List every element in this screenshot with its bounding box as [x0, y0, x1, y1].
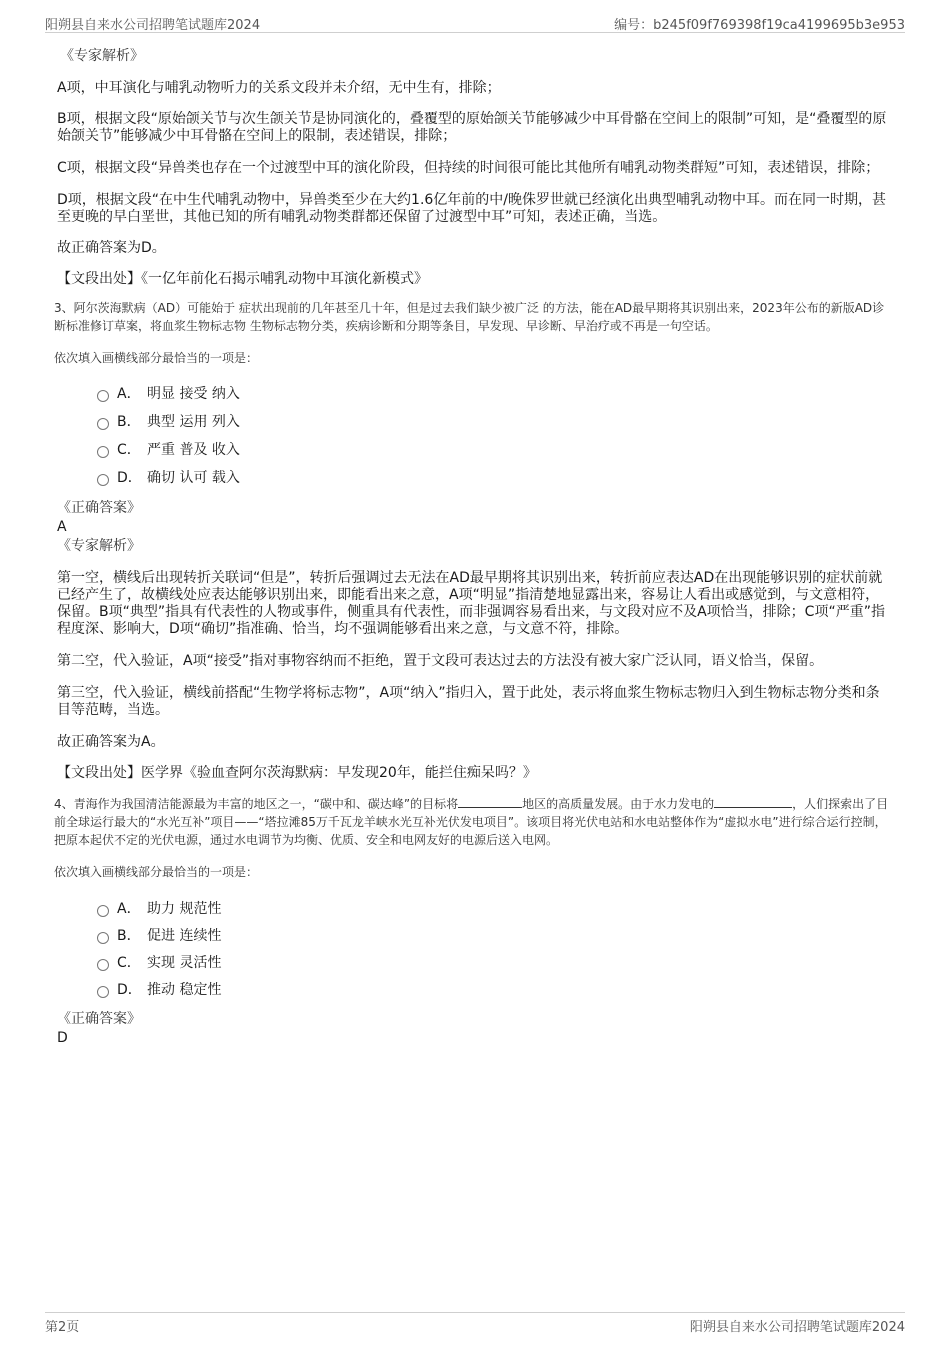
radio-icon[interactable]: [97, 932, 109, 944]
page-content: [54, 46, 892, 1047]
q4-option-c[interactable]: [97, 949, 892, 976]
q4-options: [57, 895, 892, 1003]
option-key: A．: [117, 900, 141, 917]
header-doc-id: 编号：b245f09f769398f19ca4199695b3e953: [614, 18, 905, 33]
q3-analysis-paragraph: 第一空，横线后出现转折关联词“但是”，转折后强调过去无法在AD最早期将其识别出来，转折前应表达AD在出现能够识别的症状前就已经产生了，故横线处应表达能够识别出来，即能看出来之意，A项“明显”指清楚地显露出来，容易让人看出或感觉到，与文意相符，保留。B项“典型”指具有代表性的人物或事件，侧重具有代表性，而非强调容易看出来，与文段对应不及A项恰当，排除；C项“严重”指程度深、影响大，D项“确切”指准确、恰当，均不强调能够看出来之意，与文意不符，排除。: [57, 570, 885, 637]
option-key: D．: [117, 981, 142, 998]
q2-analysis-paragraph: C项，根据文段“异兽类也存在一个过渡型中耳的演化阶段，但持续的时间很可能比其他所有哺乳动物类群短”可知，表述错误，排除；: [57, 160, 880, 176]
radio-icon[interactable]: [97, 905, 109, 917]
q3-option-c[interactable]: [97, 436, 892, 464]
q4-answer: D: [57, 1030, 68, 1046]
q3-options: [57, 380, 892, 492]
footer-title: 阳朔县自来水公司招聘笔试题库2024: [689, 1320, 905, 1335]
q2-analysis-paragraph: D项，根据文段“在中生代哺乳动物中，异兽类至少在大约1.6亿年前的中/晚侏罗世就已经演化出典型哺乳动物中耳。而在同一时期，甚至更晚的早白垩世，其他已知的所有哺乳动物类群都还保留了过渡型中耳”可知，表述正确，当选。: [57, 192, 887, 225]
option-text: 明显 接受 纳入: [147, 386, 240, 402]
radio-icon[interactable]: [97, 390, 109, 402]
option-text: 确切 认可 载入: [147, 470, 240, 486]
q3-answer: A: [57, 519, 67, 535]
header-title: 阳朔县自来水公司招聘笔试题库2024: [45, 18, 261, 33]
q3-analysis-paragraph: 第二空，代入验证，A项“接受”指对事物容纳而不拒绝，置于文段可表达过去的方法没有被大家广泛认同，语义恰当，保留。: [57, 653, 824, 669]
q3-option-b[interactable]: [97, 408, 892, 436]
radio-icon[interactable]: [97, 959, 109, 971]
page-number: 第2页: [45, 1320, 80, 1335]
q3-stem: 3、阿尔茨海默病（AD）可能始于 症状出现前的几年甚至几十年，但是过去我们缺少被广泛 的方法，能在AD最早期将其识别出来，2023年公布的新版AD诊断标准修订草案，将血浆生物标志物 生物标志物分类，疾病诊断和分期等条目，早发现、早诊断、早治疗或不再是一句空话。: [54, 301, 885, 333]
q4-option-a[interactable]: [97, 895, 892, 922]
radio-icon[interactable]: [97, 986, 109, 998]
q4-stem-part: ，人们探索出了目前全球运行最大的“水光互补”项目——“塔拉滩85万千瓦龙羊峡水光互补光伏发电项目”。该项目将光伏电站和水电站整体作为“虚拟水电”进行综合运行控制，把原本起伏不定的光伏电源，通过水电调节为均衡、优质、安全和电网友好的电源后送入电网。: [54, 797, 889, 847]
option-key: C．: [117, 442, 141, 458]
q3-analysis-paragraph: 第三空，代入验证，横线前搭配“生物学将标志物”，A项“纳入”指归入，置于此处，表示将血浆生物标志物归入到生物标志物分类和条目等范畴，当选。: [57, 685, 880, 718]
q2-analysis-label: 《专家解析》: [60, 48, 144, 64]
q3-analysis-label: 《专家解析》: [57, 538, 141, 554]
option-text: 典型 运用 列入: [147, 414, 240, 430]
q4-answer-label: 《正确答案》: [57, 1011, 141, 1027]
q2-source: 【文段出处】《一亿年前化石揭示哺乳动物中耳演化新模式》: [57, 271, 428, 287]
option-key: A．: [117, 386, 141, 402]
q2-answer-statement: 故正确答案为D。: [57, 240, 166, 256]
q3-source: 【文段出处】医学界《验血查阿尔茨海默病：早发现20年，能拦住痴呆吗？》: [57, 765, 537, 781]
q4-option-b[interactable]: [97, 922, 892, 949]
option-key: C．: [117, 954, 141, 971]
q2-analysis-paragraph: A项，中耳演化与哺乳动物听力的关系文段并未介绍，无中生有，排除；: [57, 80, 501, 96]
q4-stem: [54, 795, 892, 849]
radio-icon[interactable]: [97, 418, 109, 430]
fill-blank: [714, 795, 792, 808]
q4-prompt: 依次填入画横线部分最恰当的一项是：: [54, 865, 259, 879]
page-footer: [45, 1312, 905, 1335]
q3-prompt: 依次填入画横线部分最恰当的一项是：: [54, 351, 259, 365]
option-key: D．: [117, 470, 142, 486]
option-key: B．: [117, 927, 141, 944]
option-text: 实现 灵活性: [147, 954, 222, 971]
option-text: 严重 普及 收入: [147, 442, 240, 458]
page-header: [45, 12, 905, 33]
q3-answer-statement: 故正确答案为A。: [57, 734, 165, 750]
q3-option-d[interactable]: [97, 464, 892, 492]
q4-stem-part: 4、青海作为我国清洁能源最为丰富的地区之一，“碳中和、碳达峰”的目标将: [54, 797, 459, 811]
fill-blank: [458, 795, 522, 808]
q3-answer-label: 《正确答案》: [57, 500, 141, 516]
q4-option-d[interactable]: [97, 976, 892, 1003]
option-text: 推动 稳定性: [147, 981, 222, 998]
q4-stem-part: 地区的高质量发展。由于水力发电的: [522, 797, 715, 811]
option-key: B．: [117, 414, 141, 430]
option-text: 助力 规范性: [147, 900, 222, 917]
option-text: 促进 连续性: [147, 927, 222, 944]
radio-icon[interactable]: [97, 446, 109, 458]
q2-analysis-paragraph: B项，根据文段“原始颌关节与次生颌关节是协同演化的，叠覆型的原始颌关节能够减少中耳骨骼在空间上的限制”可知，是“叠覆型的原始颌关节”能够减少中耳骨骼在空间上的限制，表述错误，排除；: [57, 111, 887, 144]
radio-icon[interactable]: [97, 474, 109, 486]
q3-option-a[interactable]: [97, 380, 892, 408]
